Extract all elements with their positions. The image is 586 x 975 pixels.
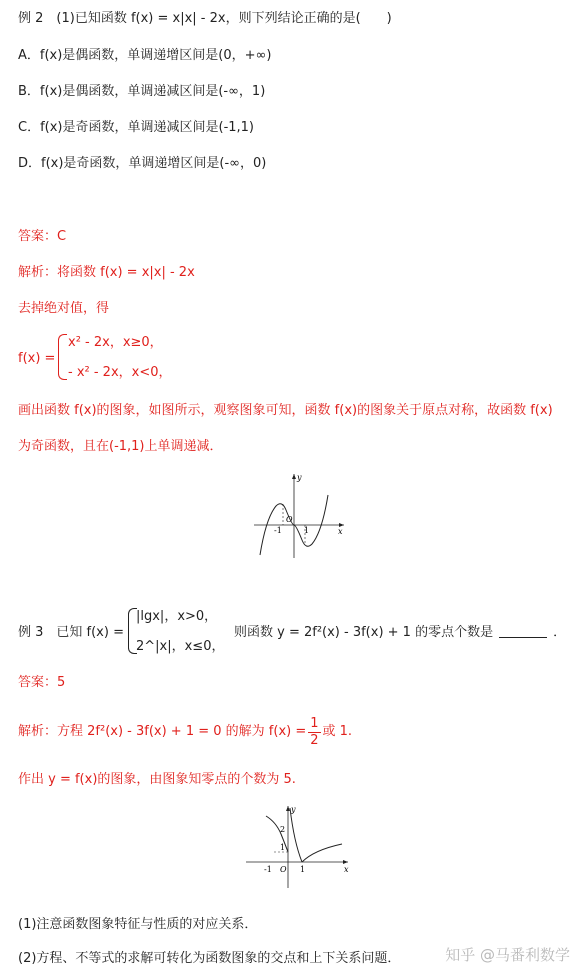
ex3-piece2: 2^|x|，x≤0， <box>136 639 225 654</box>
ex3-analysis <box>18 712 352 752</box>
ex3-question-suffix <box>234 624 566 642</box>
note-1: (1)注意函数图象特征与性质的对应关系． <box>18 917 258 932</box>
ex2-explain1: 画出函数 f(x)的图象，如图所示，观察图象可知，函数 f(x)的图象关于原点对称，故函数 f(x) <box>18 403 553 418</box>
tick-1: 1 <box>300 865 306 874</box>
origin-label: O <box>280 865 287 874</box>
ex3-piece1: |lgx|，x>0， <box>136 609 218 624</box>
answer-blank <box>499 625 547 638</box>
y-label: y <box>291 805 296 814</box>
ex3-analysis-suffix: 或 1. <box>322 724 353 739</box>
x-label: x <box>344 865 349 874</box>
fraction-numerator: 1 <box>310 715 319 731</box>
ex2-piece1: x² - 2x，x≥0， <box>68 335 163 350</box>
origin-label: O <box>286 515 293 524</box>
ex2-piece2: - x² - 2x，x<0， <box>68 365 172 380</box>
watermark: 知乎 @马番利数学 <box>445 946 570 964</box>
fraction-denominator: 2 <box>310 732 319 748</box>
ex2-analysis: 解析：将函数 f(x) = x|x| - 2x <box>18 265 195 280</box>
option-b: B．f(x)是偶函数，单调递减区间是(-∞，1) <box>18 84 266 99</box>
tick-y1: 1 <box>280 843 286 852</box>
ex3-period: ． <box>553 625 567 640</box>
y-axis-arrow <box>292 474 296 479</box>
tick-neg1: -1 <box>264 865 272 874</box>
tick-1: 1 <box>304 526 310 535</box>
ex2-piecewise-lhs: f(x) = <box>18 351 56 366</box>
curve-lg-right <box>302 844 342 862</box>
ex3-answer: 答案：5 <box>18 675 66 690</box>
x-axis-arrow <box>343 860 348 864</box>
ex3-conclusion: 作出 y = f(x)的图象，由图象知零点的个数为 5. <box>18 772 296 787</box>
ex2-explain2: 为奇函数，且在(-1,1)上单调递减． <box>18 439 223 454</box>
y-axis-arrow <box>286 806 290 811</box>
tick-y2: 2 <box>280 825 286 834</box>
option-d: D．f(x)是奇函数，单调递增区间是(-∞，0) <box>18 156 267 171</box>
ex2-graph <box>252 470 348 560</box>
x-label: x <box>338 527 343 536</box>
note-2: (2)方程、不等式的求解可转化为函数图象的交点和上下关系问题． <box>18 951 401 966</box>
y-label: y <box>297 473 302 482</box>
ex2-question: 例 2 (1)已知函数 f(x) = x|x| - 2x，则下列结论正确的是( ) <box>18 11 392 26</box>
curve-lg-left <box>290 808 302 862</box>
ex2-answer: 答案：C <box>18 229 67 244</box>
ex3-graph <box>244 802 354 890</box>
ex3-prefix: 例 3 已知 f(x) = <box>18 625 124 640</box>
option-c: C．f(x)是奇函数，单调递减区间是(-1,1) <box>18 120 254 135</box>
option-a: A．f(x)是偶函数，单调递增区间是(0，+∞) <box>18 48 272 63</box>
ex2-step: 去掉绝对值，得 <box>18 301 110 316</box>
fraction-half <box>308 716 320 749</box>
ex3-suffix-text: 则函数 y = 2f²(x) - 3f(x) + 1 的零点个数是 <box>234 625 494 640</box>
tick-neg1: -1 <box>274 526 282 535</box>
ex3-analysis-prefix: 解析：方程 2f²(x) - 3f(x) + 1 = 0 的解为 f(x) = <box>18 724 307 739</box>
